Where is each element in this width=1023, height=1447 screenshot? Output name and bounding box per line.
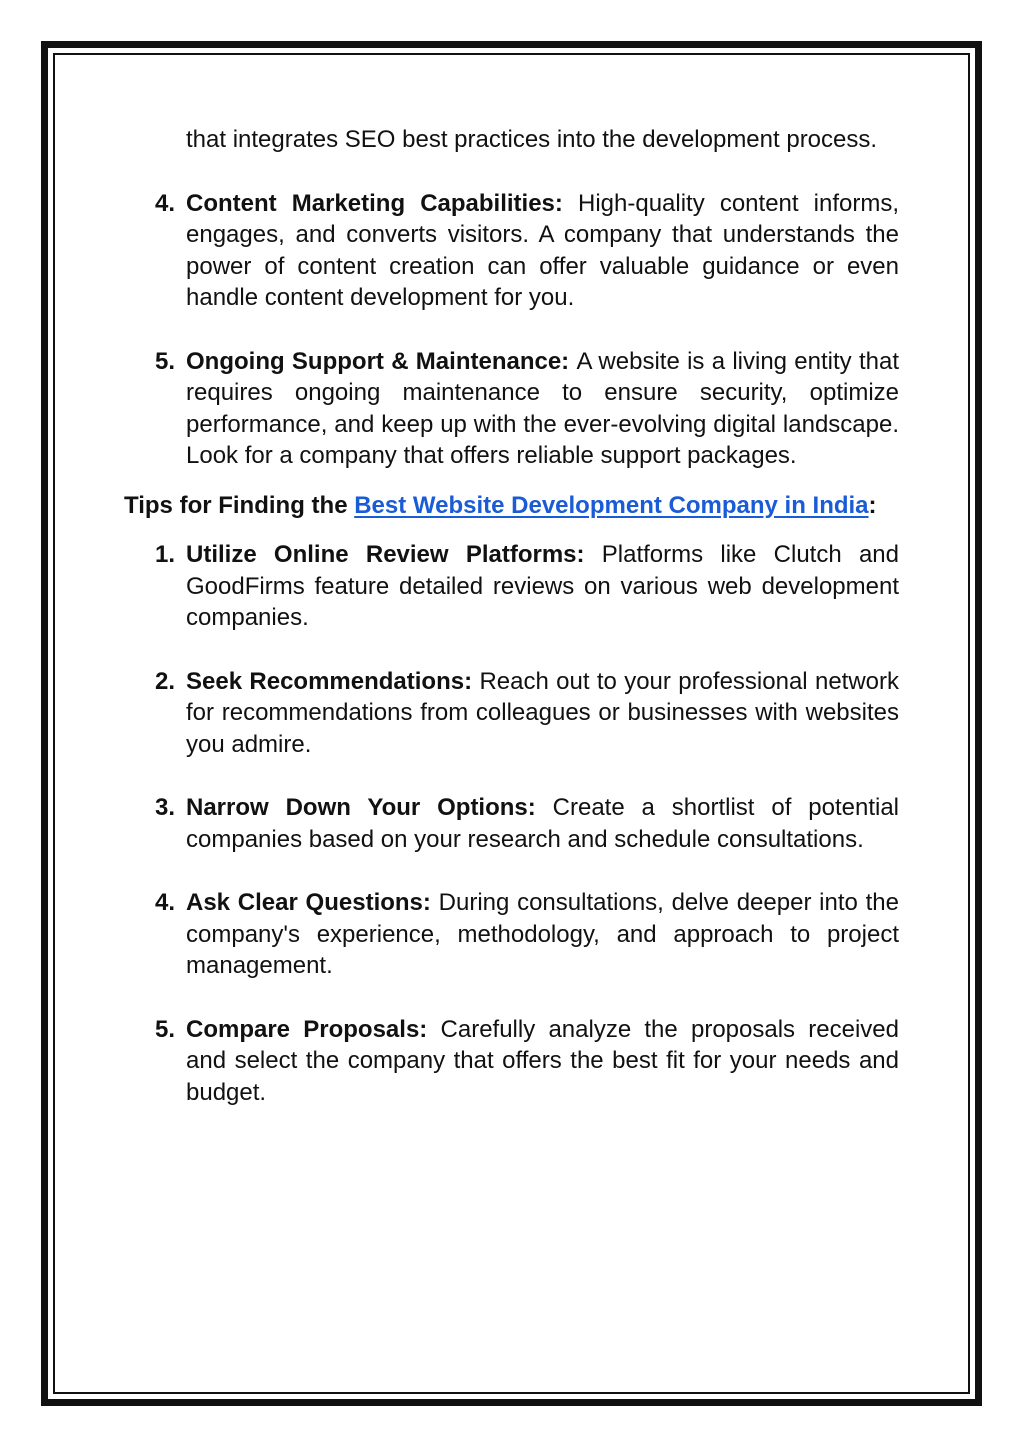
list-item-title: Utilize Online Review Platforms: (186, 541, 602, 568)
continuation-paragraph: that integrates SEO best practices into the development process. (186, 126, 878, 153)
list-item (124, 539, 899, 634)
list-item-title: Content Marketing Capabilities: (186, 189, 578, 217)
list-item-body: Carefully analyze the proposals received and select the company that offers the best fit for your needs and budget. (186, 1015, 899, 1106)
tips-heading-suffix: : (868, 491, 877, 519)
list-item (124, 792, 899, 855)
list-item (124, 1014, 899, 1109)
best-company-link[interactable]: Best Website Development Company in India (354, 491, 869, 519)
list-item (124, 887, 899, 982)
list-item (124, 188, 899, 314)
list-number: 4. (155, 189, 176, 217)
list-item-body: Reach out to your professional network for recommendations from colleagues or businesses with websites you admire. (186, 667, 900, 758)
document-content (124, 124, 899, 1108)
tips-heading-prefix: Tips for Finding the (124, 491, 355, 519)
list-item-body: Platforms like Clutch and GoodFirms feature detailed reviews on various web development companies. (186, 541, 899, 631)
list-item-title: Compare Proposals: (186, 1015, 441, 1043)
list-item (124, 666, 899, 761)
list-number: 2. (155, 667, 176, 695)
list-item-title: Ongoing Support & Maintenance: (186, 347, 577, 375)
list-item-body: High-quality content informs, engages, and converts visitors. A company that understands the power of content creation can offer valuable guidance or even handle content development for you. (186, 189, 899, 311)
list-item-body: A website is a living entity that requires ongoing maintenance to ensure security, optimize performance, and keep up with the ever-evolving digital landscape. Look for a company that offers reliable support packages. (186, 347, 899, 469)
capabilities-list (124, 188, 899, 472)
list-number: 4. (155, 889, 176, 916)
list-item-title: Narrow Down Your Options: (186, 794, 553, 821)
tips-heading (124, 490, 899, 522)
list-item-title: Seek Recommendations: (186, 667, 480, 695)
list-number: 5. (155, 1015, 176, 1043)
list-item-body: Create a shortlist of potential companies based on your research and schedule consultations. (186, 794, 899, 853)
tips-list (124, 539, 899, 1108)
list-number: 5. (155, 347, 176, 375)
list-number: 3. (155, 794, 176, 821)
list-item (124, 346, 899, 472)
list-item-body: During consultations, delve deeper into the company's experience, methodology, and approach to project management. (186, 889, 899, 979)
list-number: 1. (155, 541, 176, 568)
list-item-title: Ask Clear Questions: (186, 889, 439, 916)
